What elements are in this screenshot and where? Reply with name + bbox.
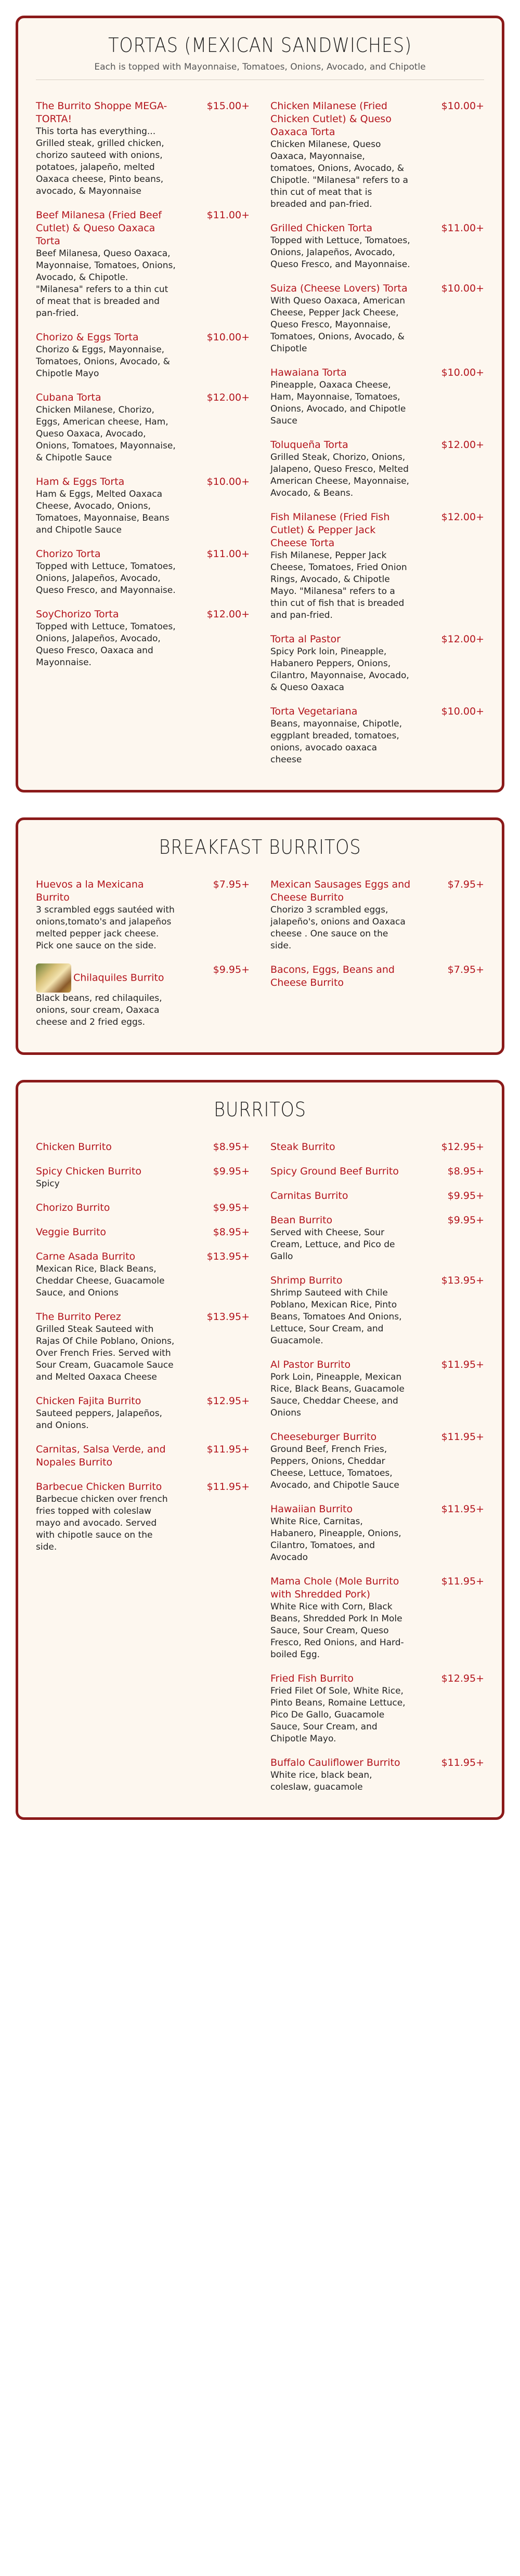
menu-item-name-wrap xyxy=(270,511,411,550)
menu-item-description: Fish Milanese, Pepper Jack Cheese, Tomatoes, Fried Onion Rings, Avocado, & Chipotle Mayo. "Milanesa" refers to a thin cut of fish that is breaded and pan-fried. xyxy=(270,550,407,620)
menu-item[interactable] xyxy=(36,878,250,952)
menu-item-header xyxy=(270,1431,484,1444)
tortas-section xyxy=(16,16,504,792)
menu-item-price: $11.95+ xyxy=(441,1431,484,1443)
menu-item-price: $13.95+ xyxy=(441,1275,484,1286)
menu-item[interactable] xyxy=(36,1250,250,1299)
menu-item-name-wrap xyxy=(36,1141,176,1154)
menu-item[interactable] xyxy=(270,1274,484,1347)
menu-item-description: Pork Loin, Pineapple, Mexican Rice, Black Beans, Guacamole Sauce, Cheddar Cheese, and Onions xyxy=(270,1372,405,1418)
menu-item-name: Carnitas, Salsa Verde, and Nopales Burrito xyxy=(36,1444,166,1468)
menu-item-name: Spicy Ground Beef Burrito xyxy=(270,1166,399,1177)
menu-item-price: $12.00+ xyxy=(206,609,250,620)
menu-item-header xyxy=(270,222,484,235)
menu-item[interactable] xyxy=(270,222,484,271)
menu-item-name: Steak Burrito xyxy=(270,1141,335,1153)
menu-item[interactable] xyxy=(270,705,484,766)
menu-item[interactable] xyxy=(270,1141,484,1154)
menu-item[interactable] xyxy=(270,511,484,622)
menu-item[interactable] xyxy=(36,475,250,536)
menu-item-name-wrap xyxy=(270,1165,411,1178)
menu-item[interactable] xyxy=(270,1431,484,1491)
menu-item-name: Grilled Chicken Torta xyxy=(270,222,373,234)
menu-item[interactable] xyxy=(270,100,484,210)
menu-item-name-wrap xyxy=(36,1250,176,1263)
menu-item-price: $11.00+ xyxy=(441,222,484,234)
menu-item-description: Ham & Eggs, Melted Oaxaca Cheese, Avocado, Onions, Tomatoes, Mayonnaise, Beans and Chipotle Sauce xyxy=(36,489,170,535)
menu-item[interactable] xyxy=(36,331,250,380)
menu-item-price: $10.00+ xyxy=(206,332,250,343)
menu-item-price: $12.00+ xyxy=(441,511,484,523)
menu-item-name: Bacons, Eggs, Beans and Cheese Burrito xyxy=(270,964,395,988)
menu-item-name: Mexican Sausages Eggs and Cheese Burrito xyxy=(270,879,411,903)
menu-item-price: $11.00+ xyxy=(206,209,250,221)
menu-item-price: $9.95+ xyxy=(213,1202,250,1213)
menu-item-description: Served with Cheese, Sour Cream, Lettuce, and Pico de Gallo xyxy=(270,1227,395,1262)
menu-item-name-wrap xyxy=(36,331,176,344)
menu-item-name-wrap xyxy=(270,1190,411,1203)
menu-item-name: SoyChorizo Torta xyxy=(36,609,119,620)
menu-item[interactable] xyxy=(270,1190,484,1203)
menu-item-name-wrap xyxy=(270,878,411,904)
menu-item-name: Mama Chole (Mole Burrito with Shredded Pork) xyxy=(270,1576,399,1600)
menu-item-name: Ham & Eggs Torta xyxy=(36,476,125,487)
menu-item-name-wrap xyxy=(36,1226,176,1239)
menu-item-price: $11.95+ xyxy=(206,1444,250,1455)
menu-item-description: Grilled Steak Sauteed with Rajas Of Chile Poblano, Onions, Over French Fries. Served with Sour Cream, Guacamole Sauce and Melted Oaxaca Cheese xyxy=(36,1324,175,1382)
menu-item-name-wrap xyxy=(270,1756,411,1769)
menu-item-name: Huevos a la Mexicana Burrito xyxy=(36,879,144,903)
menu-item[interactable] xyxy=(36,548,250,597)
menu-item-description: Beans, mayonnaise, Chipotle, eggplant breaded, tomatoes, onions, avocado oaxaca cheese xyxy=(270,719,402,765)
breakfast-section xyxy=(16,817,504,1055)
menu-item[interactable] xyxy=(36,100,250,197)
menu-item-price: $11.95+ xyxy=(441,1359,484,1370)
menu-item[interactable] xyxy=(270,633,484,694)
menu-item-header xyxy=(36,1141,250,1154)
menu-item-header xyxy=(36,1226,250,1239)
menu-item-header xyxy=(270,1672,484,1685)
menu-item-price: $11.95+ xyxy=(206,1481,250,1492)
menu-item-price: $10.00+ xyxy=(441,283,484,294)
menu-item-price: $15.00+ xyxy=(206,100,250,112)
menu-item-name-wrap xyxy=(36,100,176,126)
menu-item-header xyxy=(270,1141,484,1154)
burritos-right-column xyxy=(270,1141,484,1805)
menu-item-header xyxy=(36,548,250,561)
menu-item-name: Fish Milanese (Fried Fish Cutlet) & Pepper Jack Cheese Torta xyxy=(270,511,390,549)
menu-item-name: Hawaiian Burrito xyxy=(270,1503,353,1515)
menu-item-name-wrap xyxy=(36,1201,176,1214)
menu-item-description: Topped with Lettuce, Tomatoes, Onions, Jalapeños, Avocado, Queso Fresco, and Mayonnaise. xyxy=(270,235,410,270)
menu-item-description: Pineapple, Oaxaca Cheese, Ham, Mayonnaise, Tomatoes, Onions, Avocado, and Chipotle Sauce xyxy=(270,380,406,426)
menu-item-name: The Burrito Perez xyxy=(36,1311,121,1323)
menu-item-description: Barbecue chicken over french fries topped with coleslaw mayo and avocado. Served with chipotle sauce on the side. xyxy=(36,1494,168,1552)
menu-item-name-wrap xyxy=(270,1141,411,1154)
menu-item[interactable] xyxy=(270,963,484,989)
burritos-title: BURRITOS xyxy=(214,1098,306,1121)
menu-item-name-wrap xyxy=(270,1431,411,1444)
menu-item[interactable] xyxy=(36,1201,250,1214)
menu-item-name-wrap xyxy=(36,963,176,993)
menu-item[interactable] xyxy=(36,1226,250,1239)
breakfast-title: BREAKFAST BURRITOS xyxy=(159,836,361,858)
menu-item-name-wrap xyxy=(270,222,411,235)
menu-item-header xyxy=(270,1756,484,1769)
menu-item-name-wrap xyxy=(36,391,176,404)
menu-item-description: Spicy xyxy=(36,1179,60,1189)
menu-item-header xyxy=(270,1214,484,1227)
menu-item-header xyxy=(36,1443,250,1469)
menu-item-header xyxy=(270,1165,484,1178)
menu-item-price: $10.00+ xyxy=(441,367,484,378)
menu-item-name: Chilaquiles Burrito xyxy=(73,972,164,984)
menu-item-name-wrap xyxy=(270,1274,411,1287)
menu-item[interactable] xyxy=(270,439,484,499)
menu-item-header xyxy=(270,1190,484,1203)
menu-item-name: Chicken Fajita Burrito xyxy=(36,1395,141,1407)
menu-item-price: $9.95+ xyxy=(447,1214,484,1226)
menu-item[interactable] xyxy=(270,1756,484,1793)
menu-item-price: $12.00+ xyxy=(206,392,250,403)
menu-item-name-wrap xyxy=(36,1481,176,1494)
menu-item-header xyxy=(270,963,484,989)
menu-item-description: Shrimp Sauteed with Chile Poblano, Mexican Rice, Pinto Beans, Tomatoes And Onions, Lettuce, Sour Cream, and Guacamole. xyxy=(270,1288,402,1346)
menu-item-description: Chicken Milanese, Chorizo, Eggs, American cheese, Ham, Queso Oaxaca, Avocado, Onions, Tomatoes, Mayonnaise, & Chipotle Sauce xyxy=(36,405,176,463)
menu-item-description: This torta has everything... Grilled steak, grilled chicken, chorizo sauteed with onions, potatoes, jalapeño, melted Oaxaca cheese, Pinto beans, avocado, & Mayonnaise xyxy=(36,126,164,196)
menu-item-name-wrap xyxy=(36,1165,176,1178)
menu-item-name-wrap xyxy=(270,963,411,989)
menu-item-name: Fried Fish Burrito xyxy=(270,1673,354,1684)
menu-item-name: Beef Milanesa (Fried Beef Cutlet) & Queso Oaxaca Torta xyxy=(36,209,162,247)
menu-item-name-wrap xyxy=(36,1395,176,1408)
menu-item-name-wrap xyxy=(36,1311,176,1324)
menu-item-header xyxy=(36,1481,250,1494)
burritos-left-column xyxy=(36,1141,250,1805)
menu-item-header xyxy=(36,1250,250,1263)
menu-item-header xyxy=(270,705,484,718)
menu-item-header xyxy=(36,209,250,248)
menu-item[interactable] xyxy=(36,1165,250,1190)
menu-item-description: Chorizo & Eggs, Mayonnaise, Tomatoes, Onions, Avocado, & Chipotle Mayo xyxy=(36,345,170,379)
menu-item-name-wrap xyxy=(270,366,411,379)
menu-item-price: $11.95+ xyxy=(441,1503,484,1515)
menu-item-name-wrap xyxy=(270,1358,411,1371)
menu-item-name: Al Pastor Burrito xyxy=(270,1359,351,1370)
menu-item-name-wrap xyxy=(36,878,176,904)
menu-item-name-wrap xyxy=(270,1214,411,1227)
menu-item-header xyxy=(36,1201,250,1214)
menu-item-header xyxy=(270,1503,484,1516)
menu-item-header xyxy=(270,366,484,379)
menu-item-name-wrap xyxy=(36,1443,176,1469)
menu-item-name-wrap xyxy=(36,209,176,248)
menu-item-name: Torta Vegetariana xyxy=(270,706,358,717)
menu-item-price: $12.00+ xyxy=(441,633,484,645)
menu-item-header xyxy=(36,331,250,344)
menu-item[interactable] xyxy=(36,1395,250,1432)
menu-item-name: Chicken Burrito xyxy=(36,1141,112,1153)
menu-item-description: Sauteed peppers, Jalapeños, and Onions. xyxy=(36,1408,162,1431)
menu-item-price: $12.00+ xyxy=(441,439,484,451)
menu-item-description: Chorizo 3 scrambled eggs, jalapeño's, onions and Oaxaca cheese . One sauce on the side. xyxy=(270,905,406,951)
menu-item-price: $11.95+ xyxy=(441,1757,484,1768)
menu-item-name: Bean Burrito xyxy=(270,1214,333,1226)
item-photo-thumbnail[interactable] xyxy=(36,963,71,993)
menu-item[interactable] xyxy=(36,391,250,464)
breakfast-right-column xyxy=(270,878,484,1040)
burritos-section xyxy=(16,1080,504,1820)
menu-item-name: Chorizo Torta xyxy=(36,548,101,560)
menu-item-header xyxy=(270,1274,484,1287)
breakfast-left-column xyxy=(36,878,250,1040)
menu-item[interactable] xyxy=(36,608,250,669)
menu-item-description: Spicy Pork loin, Pineapple, Habanero Peppers, Onions, Cilantro, Mayonnaise, Avocado, & Queso Oaxaca xyxy=(270,646,409,693)
menu-item-name: Toluqueña Torta xyxy=(270,439,348,451)
menu-item-name: Veggie Burrito xyxy=(36,1226,107,1238)
tortas-right-column xyxy=(270,100,484,777)
menu-item-name-wrap xyxy=(270,439,411,452)
menu-item-name-wrap xyxy=(270,282,411,295)
menu-item-price: $8.95+ xyxy=(447,1166,484,1177)
menu-item[interactable] xyxy=(270,878,484,952)
menu-item-price: $13.95+ xyxy=(206,1311,250,1323)
menu-item-name-wrap xyxy=(36,475,176,488)
menu-item-price: $10.00+ xyxy=(441,706,484,717)
menu-item-name: Cubana Torta xyxy=(36,392,101,403)
menu-item-description: Topped with Lettuce, Tomatoes, Onions, Jalapeños, Avocado, Queso Fresco, Oaxaca and Mayonnaise. xyxy=(36,622,176,668)
tortas-subtitle: Each is topped with Mayonnaise, Tomatoes, Onions, Avocado, and Chipotle xyxy=(36,62,484,80)
menu-item-description: Fried Filet Of Sole, White Rice, Pinto Beans, Romaine Lettuce, Pico De Gallo, Guacamole Sauce, Sour Cream, and Chipotle Mayo. xyxy=(270,1686,406,1744)
menu-item[interactable] xyxy=(270,282,484,355)
menu-item-description: Chicken Milanese, Queso Oaxaca, Mayonnaise, tomatoes, Onions, Avocado, & Chipotle. "Milanesa" refers to a thin cut of meat that is breaded and pan-fried. xyxy=(270,139,408,209)
menu-item-name: Carnitas Burrito xyxy=(270,1190,348,1201)
menu-item-name-wrap xyxy=(270,633,411,646)
menu-item-name: Cheeseburger Burrito xyxy=(270,1431,377,1443)
menu-item-name: Shrimp Burrito xyxy=(270,1275,343,1286)
menu-item-description: Ground Beef, French Fries, Peppers, Onions, Cheddar Cheese, Lettuce, Tomatoes, Avocado, and Chipotle Sauce xyxy=(270,1444,399,1490)
menu-item-name: Carne Asada Burrito xyxy=(36,1251,136,1262)
menu-item-header xyxy=(36,1395,250,1408)
menu-item-name: Spicy Chicken Burrito xyxy=(36,1166,141,1177)
menu-item-price: $12.95+ xyxy=(441,1141,484,1153)
menu-item-description: Beef Milanesa, Queso Oaxaca, Mayonnaise, Tomatoes, Onions, Avocado, & Chipotle. "Milanesa" refers to a thin cut of meat that is breaded and pan-fried. xyxy=(36,248,176,319)
menu-item[interactable] xyxy=(270,1214,484,1263)
menu-item-name-wrap xyxy=(36,548,176,561)
menu-item-price: $7.95+ xyxy=(447,879,484,890)
menu-item-price: $9.95+ xyxy=(447,1190,484,1201)
menu-item-name: Hawaiana Torta xyxy=(270,367,347,378)
menu-item-price: $9.95+ xyxy=(213,964,250,975)
menu-item-header xyxy=(270,439,484,452)
menu-item-header xyxy=(270,878,484,904)
menu-item-name-wrap xyxy=(270,1575,411,1601)
menu-item-name: Torta al Pastor xyxy=(270,633,341,645)
menu-item[interactable] xyxy=(36,209,250,320)
menu-item-description: White rice, black bean, coleslaw, guacamole xyxy=(270,1770,372,1792)
menu-item-description: Mexican Rice, Black Beans, Cheddar Cheese, Guacamole Sauce, and Onions xyxy=(36,1264,165,1298)
menu-item[interactable] xyxy=(270,1358,484,1419)
menu-item[interactable] xyxy=(36,1443,250,1469)
menu-item[interactable] xyxy=(270,1672,484,1745)
menu-item-price: $12.95+ xyxy=(441,1673,484,1684)
menu-item[interactable] xyxy=(270,366,484,427)
menu-item-header xyxy=(270,633,484,646)
menu-item-description: White Rice with Corn, Black Beans, Shredded Pork In Mole Sauce, Sour Cream, Queso Fresco, Red Onions, and Hard-boiled Egg. xyxy=(270,1602,404,1660)
menu-item-name: Chorizo Burrito xyxy=(36,1202,110,1213)
menu-item-name-wrap xyxy=(270,100,411,139)
menu-item-name: Chorizo & Eggs Torta xyxy=(36,332,139,343)
menu-item[interactable] xyxy=(36,1141,250,1154)
menu-item-description: With Queso Oaxaca, American Cheese, Pepper Jack Cheese, Queso Fresco, Mayonnaise, Tomatoes, Onions, Avocado, & Chipotle xyxy=(270,296,406,354)
menu-item-header xyxy=(270,1358,484,1371)
menu-item-header xyxy=(270,282,484,295)
menu-item-price: $10.00+ xyxy=(441,100,484,112)
menu-item[interactable] xyxy=(270,1575,484,1661)
menu-item[interactable] xyxy=(36,1481,250,1553)
menu-item-price: $9.95+ xyxy=(213,1166,250,1177)
menu-item-header xyxy=(36,1165,250,1178)
menu-item-description: Black beans, red chilaquiles, onions, sour cream, Oaxaca cheese and 2 fried eggs. xyxy=(36,993,162,1027)
menu-item-price: $12.95+ xyxy=(206,1395,250,1407)
menu-item-name-wrap xyxy=(270,1503,411,1516)
tortas-left-column xyxy=(36,100,250,777)
menu-item-price: $13.95+ xyxy=(206,1251,250,1262)
menu-item[interactable] xyxy=(270,1165,484,1178)
menu-item-description: Grilled Steak, Chorizo, Onions, Jalapeno, Queso Fresco, Melted American Cheese, Mayonnaise, Avocado, & Beans. xyxy=(270,452,409,498)
menu-item[interactable] xyxy=(36,1311,250,1383)
menu-item-name: Buffalo Cauliflower Burrito xyxy=(270,1757,400,1768)
menu-item-header xyxy=(36,391,250,404)
menu-item-description: Topped with Lettuce, Tomatoes, Onions, Jalapeños, Avocado, Queso Fresco, and Mayonnaise. xyxy=(36,561,176,596)
menu-item-header xyxy=(36,475,250,488)
menu-item-price: $8.95+ xyxy=(213,1141,250,1153)
menu-item-name: Suiza (Cheese Lovers) Torta xyxy=(270,283,408,294)
menu-item[interactable] xyxy=(36,963,250,1028)
menu-item-name-wrap xyxy=(270,1672,411,1685)
menu-item-price: $8.95+ xyxy=(213,1226,250,1238)
menu-item-header xyxy=(270,511,484,550)
menu-item-header xyxy=(36,878,250,904)
menu-item-price: $11.95+ xyxy=(441,1576,484,1587)
menu-item-header xyxy=(36,608,250,621)
menu-item-description: 3 scrambled eggs sautéed with onions,tomato's and jalapeños melted pepper jack cheese. Pick one sauce on the side. xyxy=(36,905,175,951)
menu-item-header xyxy=(36,963,250,993)
menu-item-header xyxy=(36,1311,250,1324)
menu-item-name: Barbecue Chicken Burrito xyxy=(36,1481,162,1492)
menu-item-name-wrap xyxy=(270,705,411,718)
menu-item-name: The Burrito Shoppe MEGA-TORTA! xyxy=(36,100,167,125)
menu-item-name: Chicken Milanese (Fried Chicken Cutlet) & Queso Oaxaca Torta xyxy=(270,100,392,138)
menu-item-price: $7.95+ xyxy=(447,964,484,975)
menu-item-header xyxy=(270,100,484,139)
tortas-title: TORTAS (MEXICAN SANDWICHES) xyxy=(108,34,412,57)
menu-item-header xyxy=(36,100,250,126)
menu-item-header xyxy=(270,1575,484,1601)
menu-item-name-wrap xyxy=(36,608,176,621)
menu-item[interactable] xyxy=(270,1503,484,1564)
menu-item-price: $7.95+ xyxy=(213,879,250,890)
menu-item-description: White Rice, Carnitas, Habanero, Pineapple, Onions, Cilantro, Tomatoes, and Avocado xyxy=(270,1516,401,1563)
menu-item-price: $10.00+ xyxy=(206,476,250,487)
menu-item-price: $11.00+ xyxy=(206,548,250,560)
